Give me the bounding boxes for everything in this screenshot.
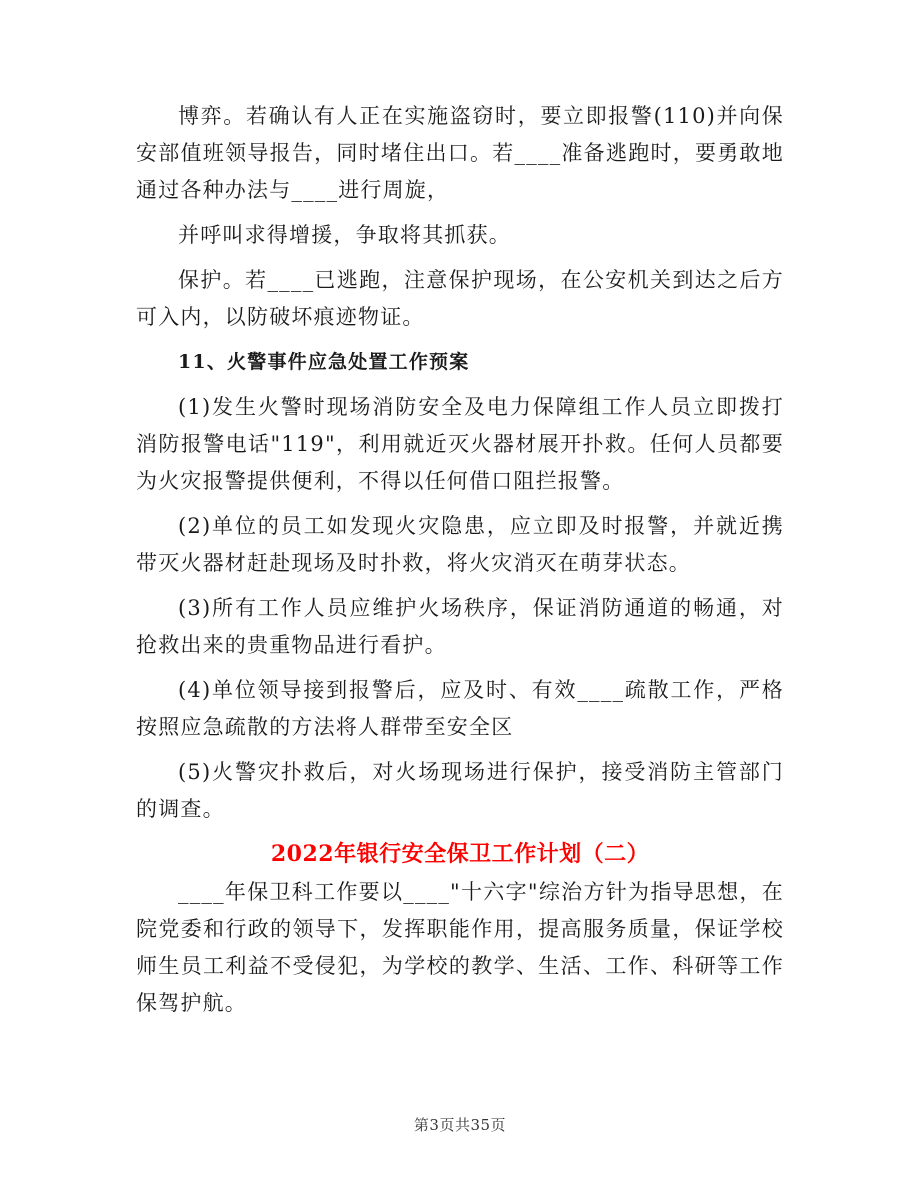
fire-item-4: (4)单位领导接到报警后，应及时、有效____疏散工作，严格按照应急疏散的方法将人群带至安全区	[136, 678, 784, 739]
page-number: 第3页共35页	[413, 1116, 507, 1134]
fire-item-1: (1)发生火警时现场消防安全及电力保障组工作人员立即拨打消防报警电话"119"，利用就近灭火器材展开扑救。任何人员都要为火灾报警提供便利，不得以任何借口阻拦报警。	[136, 395, 784, 493]
section-title: 2022年银行安全保卫工作计划（二）	[270, 841, 650, 867]
paragraph-call-for-help: 并呼叫求得增援，争取将其抓获。	[178, 223, 511, 247]
paragraph-intro: ____年保卫科工作要以____"十六字"综治方针为指导思想，在院党委和行政的领导下，发挥职能作用，提高服务质量，保证学校师生员工利益不受侵犯，为学校的教学、生活、工作、科研等工作保驾护航。	[136, 880, 784, 1015]
fire-item-5: (5)火警灾扑救后，对火场现场进行保护，接受消防主管部门的调查。	[136, 760, 784, 821]
document-body	[136, 98, 784, 1022]
paragraph-theft-response: 博弈。若确认有人正在实施盗窃时，要立即报警(110)并向保安部值班领导报告，同时堵住出口。若____准备逃跑时，要勇敢地通过各种办法与____进行周旋，	[136, 104, 784, 202]
heading-fire-plan: 11、火警事件应急处置工作预案	[178, 351, 470, 373]
paragraph-protect-scene: 保护。若____已逃跑，注意保护现场，在公安机关到达之后方可入内，以防破坏痕迹物证。	[136, 268, 784, 329]
fire-item-2: (2)单位的员工如发现火灾隐患，应立即及时报警，并就近携带灭火器材赶赴现场及时扑救，将火灾消灭在萌芽状态。	[136, 514, 784, 575]
fire-item-3: (3)所有工作人员应维护火场秩序，保证消防通道的畅通，对抢救出来的贵重物品进行看护。	[136, 596, 784, 657]
